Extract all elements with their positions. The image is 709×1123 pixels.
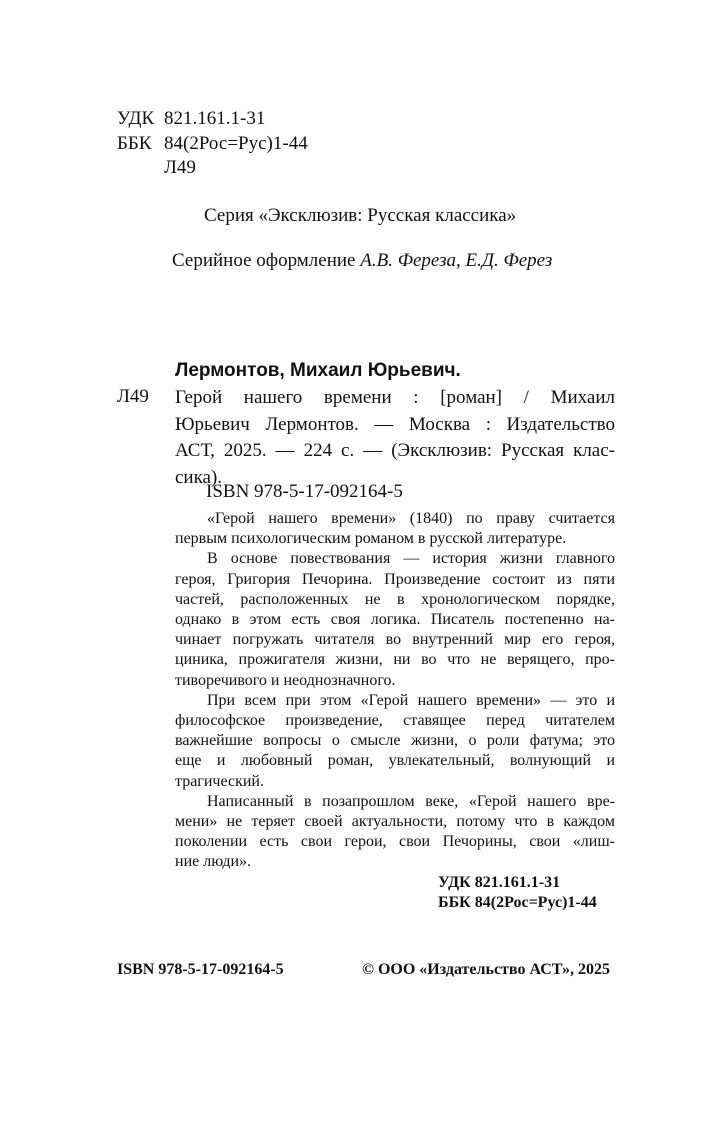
udk-code: 821.161.1-31 bbox=[164, 108, 266, 129]
annotation-line: ние люди». bbox=[175, 853, 252, 871]
annotation-line: чинает погружать читателя во внутренний мир его героя, bbox=[175, 631, 615, 649]
design-prefix: Серийное оформление bbox=[172, 250, 356, 271]
annotation-line: Написанный в позапрошлом веке, «Герой нашего вре- bbox=[207, 792, 615, 810]
annotation-line: трагический. bbox=[175, 772, 264, 790]
annotation-line: однако в этом есть своя логика. Писатель постепенно на- bbox=[175, 611, 615, 629]
design-credit bbox=[172, 250, 552, 272]
annotation-line: мени» не теряет своей актуальности, потому что в каждом bbox=[175, 813, 615, 831]
isbn-description: ISBN 978-5-17-092164-5 bbox=[206, 481, 403, 502]
annotation-line: При всем при этом «Герой нашего времени» — это и bbox=[207, 691, 615, 709]
footer-isbn: ISBN 978-5-17-092164-5 bbox=[117, 961, 284, 978]
biblio-line: АСТ, 2025. — 224 с. — (Эксклюзив: Русская клас- bbox=[175, 440, 615, 461]
annotation-line: важнейшие вопросы о смысле жизни, о роли фатума; это bbox=[175, 732, 615, 750]
annotation-line: В основе повествования — история жизни главного bbox=[207, 550, 615, 568]
bbk-bottom: ББК 84(2Рос=Рус)1-44 bbox=[438, 894, 597, 911]
annotation-line: первым психологическим романом в русской литературе. bbox=[175, 530, 567, 548]
annotation-line: циника, прожигателя жизни, ни во что не верящего, про- bbox=[175, 651, 615, 669]
annotation-paragraph bbox=[175, 792, 615, 873]
annotation-paragraph bbox=[175, 509, 615, 549]
footer-copyright: © ООО «Издательство АСТ», 2025 bbox=[362, 961, 611, 978]
annotation-line: частей, расположенных не в хронологическом порядке, bbox=[175, 590, 615, 608]
series-title: Серия «Эксклюзив: Русская классика» bbox=[204, 205, 517, 226]
annotation bbox=[175, 509, 615, 873]
bibliographic-description bbox=[175, 385, 615, 491]
udk-label: УДК bbox=[117, 108, 155, 129]
annotation-paragraph bbox=[175, 549, 615, 690]
bbk-code: 84(2Рос=Рус)1-44 bbox=[164, 133, 308, 154]
bbk-label: ББК bbox=[117, 133, 152, 154]
annotation-line: еще и любовный роман, увлекательный, волнующий и bbox=[175, 752, 615, 770]
biblio-line: Герой нашего времени : [роман] / Михаил bbox=[175, 387, 615, 408]
author-mark: Л49 bbox=[117, 386, 149, 407]
annotation-line: «Герой нашего времени» (1840) по праву считается bbox=[207, 510, 615, 527]
author-heading: Лермонтов, Михаил Юрьевич. bbox=[175, 360, 461, 381]
annotation-line: поколении есть свои герои, свои Печорины, свои «лиш- bbox=[175, 833, 615, 851]
biblio-line: Юрьевич Лермонтов. — Москва : Издательство bbox=[175, 413, 615, 435]
annotation-line: философское произведение, ставящее перед читателем bbox=[175, 712, 615, 730]
annotation-line: героя, Григория Печорина. Произведение состоит из пяти bbox=[175, 570, 615, 588]
annotation-line: тиворечивого и неоднозначного. bbox=[175, 671, 396, 689]
design-names: А.В. Фереза, Е.Д. Ферез bbox=[360, 250, 553, 271]
udk-bottom: УДК 821.161.1-31 bbox=[438, 874, 561, 891]
author-mark-top: Л49 bbox=[164, 157, 196, 178]
biblio-line: сика). bbox=[175, 466, 223, 488]
annotation-paragraph bbox=[175, 691, 615, 792]
